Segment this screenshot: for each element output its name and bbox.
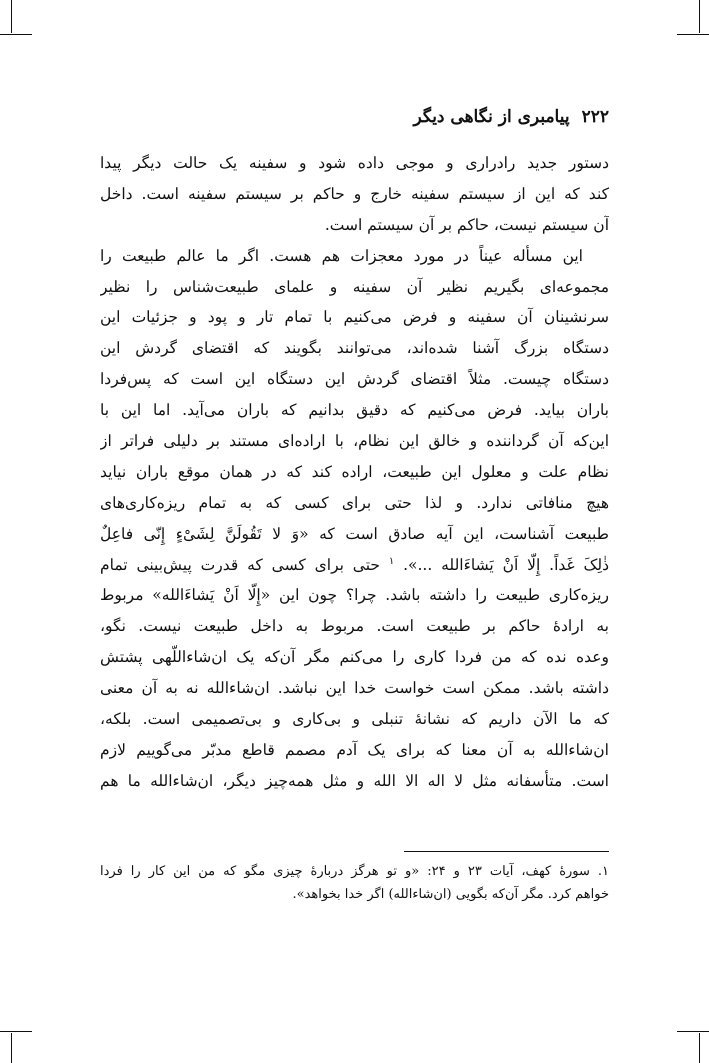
text-line: مجموعه‌ای بگیریم نظیر آن سفینه و علمای طبیعت‌شناس را نظیر (100, 277, 609, 296)
crop-mark-bottom-right-vertical (699, 1033, 700, 1063)
text-line: به اراده‌ٔ حاکم بر طبیعت است. مربوط به داخل طبیعت نیست. نگو، (100, 617, 609, 636)
text-line: کند که این از سیستم سفینه خارج و حاکم بر سیستم سفینه است. داخل (100, 184, 609, 203)
footnote-rule (404, 851, 609, 852)
footnote-line: ۱. سورهٔ کهف، آیات ۲۳ و ۲۴: «و تو هرگز دربارهٔ چیزی مگو که من این کار را فردا (100, 864, 609, 879)
text-line: ان‌شاءالله به آن معنا که برای یک آدم مصمم قاطع مدبّر می‌گوییم لازم (100, 740, 609, 759)
text-line: است. متأسفانه مثل لا اله الا الله و مثل همه‌چیز دیگر، ان‌شاءالله ما هم (100, 771, 609, 790)
book-title: پیامبری از نگاهی دیگر (413, 107, 570, 127)
crop-mark-bottom-left-vertical (11, 1033, 12, 1063)
paragraph-2 (100, 241, 609, 797)
text-line: وعده نده که من فردا کاری را می‌کنم مگر آن‌که یک ان‌شاءاللّهی پشتش (100, 648, 609, 667)
text-line: نظام علت و معلول این طبیعت، اراده کند که در همان موقع باران نیاید (100, 462, 609, 481)
text-line: دستگاه بزرگ آشنا شده‌اند، می‌توانند بگویند که اقتضای گردش این (100, 339, 609, 358)
text-line-with-footnote (100, 550, 609, 581)
text-line: این مسأله عیناً در مورد معجزات هم هست. اگر ما عالم طبیعت را (100, 246, 583, 265)
crop-mark-top-right-horizontal (677, 34, 709, 35)
text-line: دستور جدید رادراری و موجی داده شود و سفینه یک حالت دیگر پیدا (100, 154, 609, 172)
paragraph-1 (100, 148, 609, 241)
crop-mark-bottom-right-horizontal (677, 1031, 709, 1032)
crop-mark-bottom-left-horizontal (0, 1031, 32, 1032)
text-line: سرنشینان آن سفینه و فرض می‌کنیم با تمام تار و پود و جزئیات این (100, 308, 609, 327)
text-line: این‌که آن گرداننده و خالق این نظام، با اراده‌ای مستند بر دلیلی فراتر از (100, 432, 609, 451)
page-body (100, 148, 609, 797)
crop-mark-top-left-horizontal (0, 34, 32, 35)
footnote-line: خواهم کرد. مگر آن‌که بگویی (ان‌شاءالله) اگر خدا بخواهد». (292, 887, 609, 902)
text-line: هیچ منافاتی ندارد. و لذا حتی برای کسی که به تمام ریزه‌کاری‌های (100, 493, 609, 512)
text-line: ریزه‌کاری طبیعت را داشته باشد. چرا؟ چون این «إِلّا اَنْ یَشاءَالله» مربوط (100, 586, 609, 605)
footnotes (100, 860, 609, 906)
page-number: ۲۲۲ (581, 107, 609, 127)
footnote-marker: ۱ (388, 555, 395, 567)
text-line: آن سیستم نیست، حاکم بر آن سیستم است. (324, 215, 609, 234)
crop-mark-top-left-vertical (11, 0, 12, 33)
text-line: که ما الآن داریم که نشانهٔ تنبلی و بی‌کاری و بی‌تصمیمی است. بلکه، (100, 710, 609, 729)
text-line: باران بیاید. فرض می‌کنیم که دقیق بدانیم که باران می‌آید. اما این با (100, 401, 609, 420)
text-after-footnote: حتی برای کسی که قدرت پیش‌بینی تمام (100, 555, 380, 574)
quran-quote-end: ذٰلِکَ غَداً. إِلّا اَنْ یَشاءَالله ...». (403, 555, 609, 574)
running-head (100, 104, 609, 130)
text-line: داشته باشد. ممکن است خواست خدا این نباشد. ان‌شاءالله نه به آن معنی (100, 679, 609, 698)
text-line: طبیعت آشناست، این آیه صادق است که «وَ لا تَقُولَنَّ لِشَیْءٍ إِنّی فاعِلٌ (100, 524, 609, 543)
crop-mark-top-right-vertical (699, 0, 700, 33)
text-line: دستگاه چیست. مثلاً اقتضای گردش این دستگاه این است که پس‌فردا (100, 370, 609, 389)
